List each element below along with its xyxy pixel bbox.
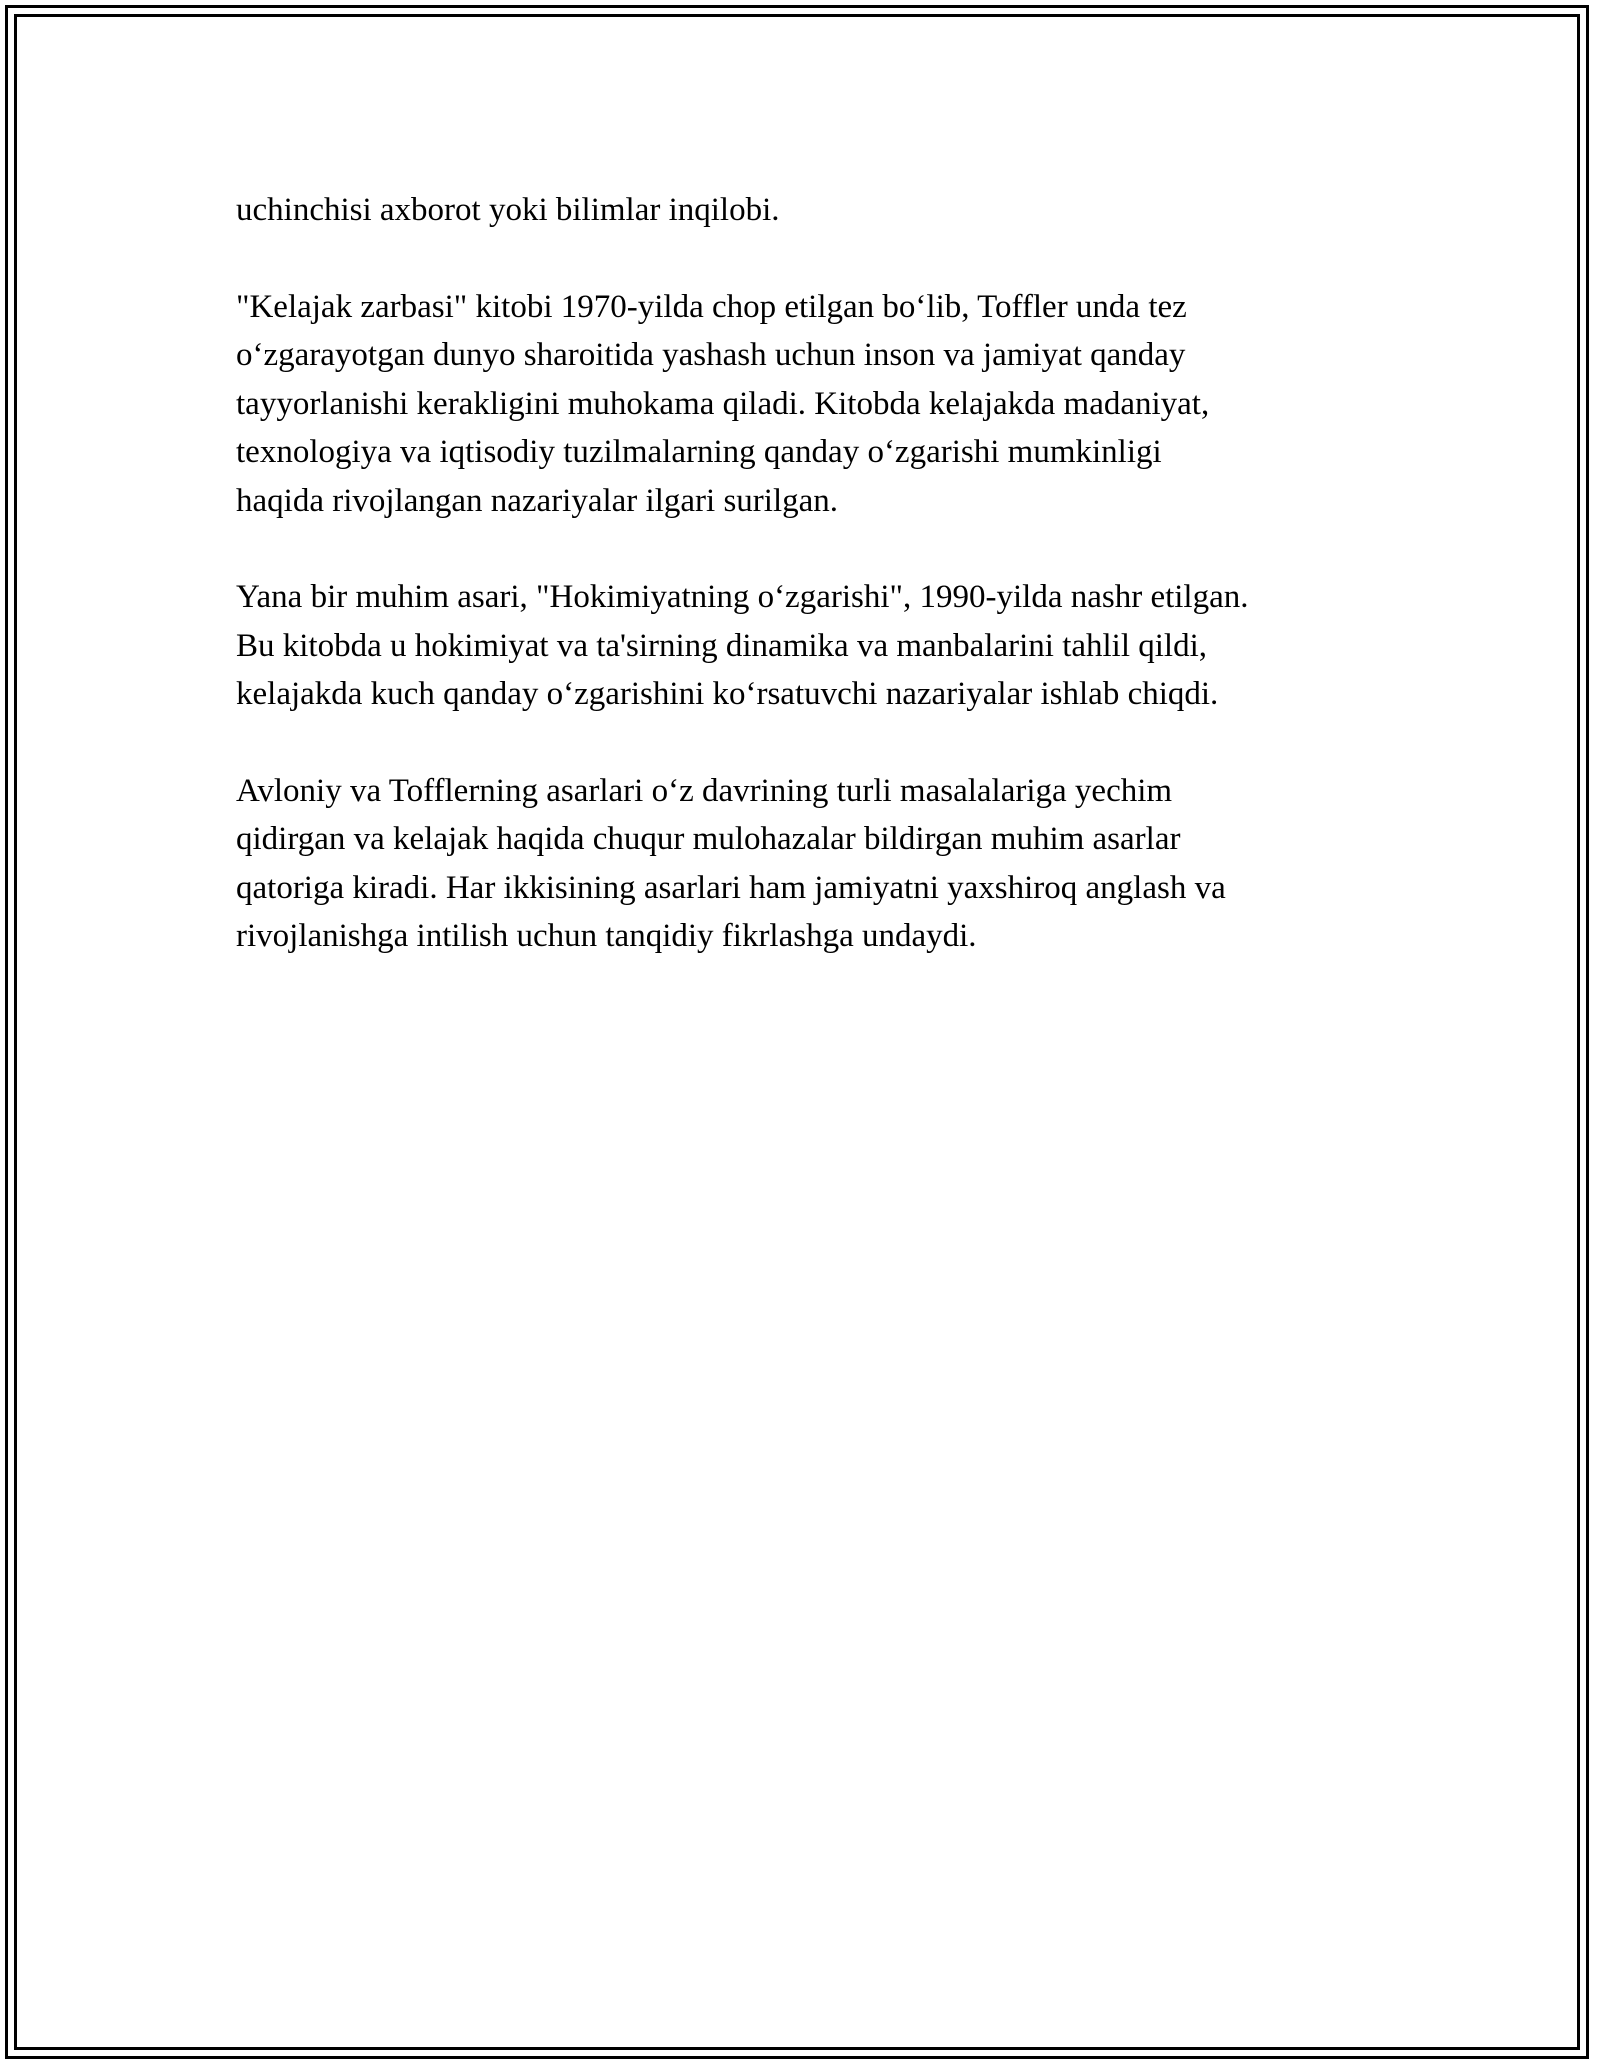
- text-line: uchinchisi axborot yoki bilimlar inqilobi.: [236, 192, 780, 228]
- text-line: qidirgan va kelajak haqida chuqur mulohazalar bildirgan muhim asarlar: [236, 821, 1181, 857]
- document-body: [236, 186, 1416, 1009]
- text-line: haqida rivojlangan nazariyalar ilgari surilgan.: [236, 482, 839, 519]
- paragraph-2: [236, 283, 1416, 526]
- text-line: qatoriga kiradi. Har ikkisining asarlari ham jamiyatni yaxshiroq anglash va: [236, 869, 1226, 906]
- text-line: rivojlanishga intilish uchun tanqidiy fikrlashga undaydi.: [236, 918, 977, 954]
- text-line: Bu kitobda u hokimiyat va ta'sirning dinamika va manbalarini tahlil qildi,: [236, 627, 1208, 664]
- text-line: tayyorlanishi kerakligini muhokama qiladi. Kitobda kelajakda madaniyat,: [236, 385, 1210, 422]
- text-line: "Kelajak zarbasi" kitobi 1970-yilda chop etilgan bo‘lib, Toffler unda tez: [236, 288, 1187, 325]
- paragraph-3: [236, 573, 1416, 719]
- text-line: kelajakda kuch qanday o‘zgarishini ko‘rsatuvchi nazariyalar ishlab chiqdi.: [236, 676, 1219, 712]
- text-line: Yana bir muhim asari, "Hokimiyatning o‘zgarishi", 1990-yilda nashr etilgan.: [236, 579, 1249, 615]
- text-line: Avloniy va Tofflerning asarlari o‘z davrining turli masalalariga yechim: [236, 772, 1173, 809]
- text-line: o‘zgarayotgan dunyo sharoitida yashash uchun inson va jamiyat qanday: [236, 337, 1186, 373]
- paragraph-4: [236, 767, 1416, 961]
- paragraph-1: [236, 186, 1416, 235]
- text-line: texnologiya va iqtisodiy tuzilmalarning qanday o‘zgarishi mumkinligi: [236, 434, 1162, 470]
